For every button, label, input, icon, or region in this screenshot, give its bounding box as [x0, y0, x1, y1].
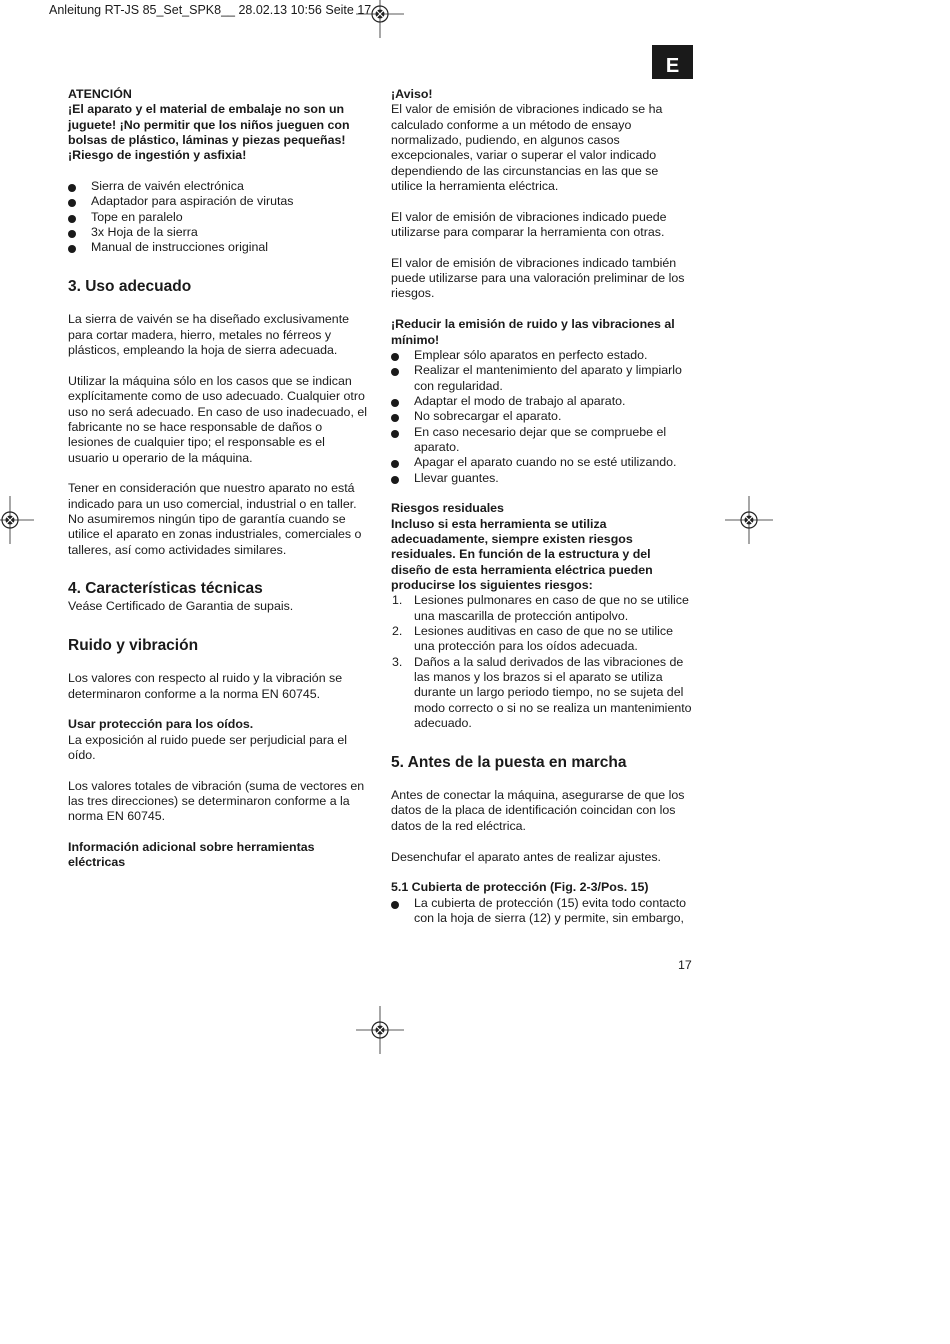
registration-mark-top — [356, 0, 404, 38]
list-item: Sierra de vaivén electrónica — [68, 179, 368, 194]
reduce-list — [391, 348, 693, 486]
list-item: Manual de instrucciones original — [68, 240, 368, 255]
attention-body: ¡El aparato y el material de embalaje no son un juguete! ¡No permitir que los niños jueguen con bolsas de plástico, láminas y piezas pequeñas! ¡Riesgo de ingestión y asfixia! — [68, 102, 350, 163]
section-heading-caracteristicas: 4. Características técnicas — [68, 580, 263, 598]
list-item: Tope en paralelo — [68, 210, 368, 225]
list-item: Realizar el mantenimiento del aparato y limpiarlo con regularidad. — [391, 363, 693, 394]
paragraph: El valor de emisión de vibraciones indicado se ha calculado conforme a un método de ensayo normalizado, pudiendo, en algunos casos excepcionales, variar o superar el valor indicado dependiendo de las circunstancias en las que se utilice la herramienta eléctrica. — [391, 102, 663, 194]
paragraph: Los valores totales de vibración (suma de vectores en las tres direcciones) se determinaron conforme a la norma EN 60745. — [68, 778, 365, 824]
list-text: Lesiones pulmonares en caso de que no se utilice una mascarilla de protección antipolvo. — [414, 593, 689, 623]
list-text: Daños a la salud derivados de las vibraciones de las manos y los brazos si el aparato se utiliza durante un largo periodo tiempo, no se sujeta del modo correcto o si no se realiza un mantenimiento adecuado. — [414, 654, 692, 731]
section-heading-ruido: Ruido y vibración — [68, 637, 199, 654]
attention-title: ATENCIÓN — [68, 87, 132, 101]
reduce-title: ¡Reducir la emisión de ruido y las vibraciones al mínimo! — [391, 317, 675, 347]
paragraph: La exposición al ruido puede ser perjudicial para el oído. — [68, 732, 347, 763]
list-item — [391, 593, 693, 624]
list-item: 3x Hoja de la sierra — [68, 225, 368, 240]
language-tab: E — [652, 45, 693, 79]
paragraph: Veáse Certificado de Garantia de supais. — [68, 599, 294, 614]
list-item — [391, 624, 693, 655]
paragraph: Tener en consideración que nuestro aparato no está indicado para un uso comercial, industrial o en taller. No asumiremos ningún tipo de garantía cuando se utilice el aparato en zonas industriales, comerciales o talleres, así como actividades similares. — [68, 481, 362, 557]
list-number: 1. — [392, 593, 403, 608]
list-number: 2. — [392, 624, 403, 639]
residual-intro: Incluso si esta herramienta se utiliza adecuadamente, siempre existen riesgos residuales. En función de la estructura y del diseño de esta herramienta eléctrica pueden producirse los siguientes riesgos: — [391, 516, 653, 592]
paragraph: La sierra de vaivén se ha diseñado exclusivamente para cortar madera, hierro, metales no férreos y plásticos, empleando la hoja de sierra adecuada. — [68, 312, 350, 358]
list-item: Adaptar el modo de trabajo al aparato. — [391, 394, 693, 409]
list-item — [391, 655, 693, 732]
paragraph: El valor de emisión de vibraciones indicado también puede utilizarse para una valoración preliminar de los riesgos. — [391, 255, 685, 301]
right-column — [391, 87, 693, 926]
package-contents-list — [68, 179, 368, 256]
list-item: Apagar el aparato cuando no se esté utilizando. — [391, 455, 693, 470]
list-item: Llevar guantes. — [391, 471, 693, 486]
list-item: No sobrecargar el aparato. — [391, 409, 693, 424]
section-heading-uso-adecuado: 3. Uso adecuado — [68, 278, 192, 296]
list-item: Adaptador para aspiración de virutas — [68, 194, 368, 209]
registration-mark-right — [725, 496, 773, 544]
page-number: 17 — [678, 958, 692, 972]
subsection-title: 5.1 Cubierta de protección (Fig. 2-3/Pos. 15) — [391, 880, 649, 895]
aviso-title: ¡Aviso! — [391, 87, 433, 101]
ear-protection-title: Usar protección para los oídos. — [68, 717, 254, 732]
section-heading-puesta-en-marcha: 5. Antes de la puesta en marcha — [391, 753, 627, 771]
list-text: Lesiones auditivas en caso de que no se utilice una protección para los oídos adecuada. — [414, 624, 673, 654]
residual-title: Riesgos residuales — [391, 501, 504, 516]
residual-risks-list — [391, 593, 693, 731]
left-column — [68, 87, 368, 871]
print-header: Anleitung RT-JS 85_Set_SPK8__ 28.02.13 10:56 Seite 17 — [49, 3, 372, 17]
list-item: Emplear sólo aparatos en perfecto estado. — [391, 348, 693, 363]
registration-mark-left — [0, 496, 34, 544]
paragraph: Desenchufar el aparato antes de realizar ajustes. — [391, 849, 661, 864]
paragraph: Los valores con respecto al ruido y la vibración se determinaron conforme a la norma EN 60745. — [68, 671, 343, 701]
paragraph: Antes de conectar la máquina, asegurarse de que los datos de la placa de identificación coincidan con los datos de la red eléctrica. — [391, 788, 685, 833]
info-title: Información adicional sobre herramientas eléctricas — [68, 840, 315, 870]
paragraph: El valor de emisión de vibraciones indicado puede utilizarse para comparar la herramienta con otras. — [391, 209, 667, 240]
registration-mark-bottom — [356, 1006, 404, 1054]
list-item: La cubierta de protección (15) evita todo contacto con la hoja de sierra (12) y permite, sin embargo, — [391, 896, 693, 927]
list-number: 3. — [392, 654, 403, 669]
paragraph: Utilizar la máquina sólo en los casos que se indican explícitamente como de uso adecuado. Cualquier otro uso no será adecuado. En caso de uso inadecuado, el fabricante no se hace responsable de daños o lesiones de cualquier tipo; el responsable es el usuario u operario de la máquina. — [68, 373, 367, 465]
list-item: En caso necesario dejar que se compruebe el aparato. — [391, 425, 693, 456]
protection-cover-list — [391, 896, 693, 927]
